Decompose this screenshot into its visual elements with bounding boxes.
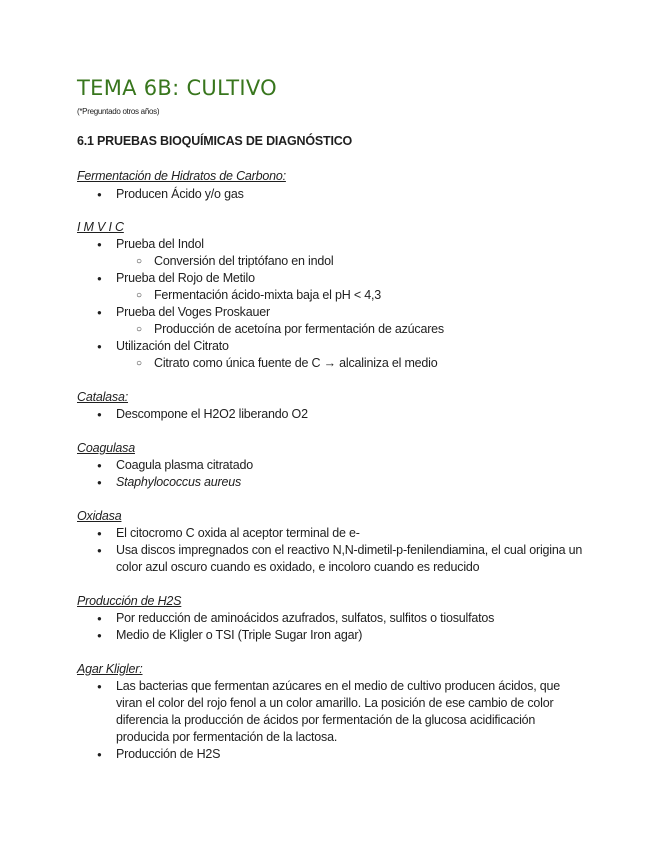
heading-h2s: Producción de H2S <box>77 594 182 608</box>
bullet-item: ● Prueba del Voges Proskauer <box>116 304 270 321</box>
sub-bullet-item: ○ Conversión del triptófano en indol <box>154 253 333 270</box>
bullet-item: ● Descompone el H2O2 liberando O2 <box>116 406 308 423</box>
page-title: TEMA 6B: CULTIVO <box>77 76 277 100</box>
bullet-item: ● Staphylococcus aureus <box>116 474 241 491</box>
bullet-item: ● Utilización del Citrato <box>116 338 229 355</box>
bullet-item: ● Prueba del Rojo de Metilo <box>116 270 255 287</box>
bullet-item: ● Producción de H2S <box>116 746 220 763</box>
heading-catalasa: Catalasa: <box>77 390 129 404</box>
bullet-item: ● Coagula plasma citratado <box>116 457 253 474</box>
bullet-item: ● Las bacterias que fermentan azúcares en el medio de cultivo producen ácidos, que viran el color del rojo fenol a un color amarillo. La posición de ese cambio de color diferencia la producción de ácidos por fermentación de la glucosa acidificación producida por fermentación de la lactosa. <box>116 678 586 746</box>
sub-bullet-item: ○ Producción de acetoína por fermentación de azúcares <box>154 321 444 338</box>
bullet-item: ● Usa discos impregnados con el reactivo N,N-dimetil-p-fenilendiamina, el cual origina un color azul oscuro cuando es oxidado, e incoloro cuando es reducido <box>116 542 586 576</box>
sub-bullet-item: ○ Citrato como única fuente de C → alcaliniza el medio <box>154 355 438 372</box>
heading-oxidasa: Oxidasa <box>77 509 122 523</box>
heading-imvic: I M V I C <box>77 220 124 234</box>
bullet-item: ● Medio de Kligler o TSI (Triple Sugar Iron agar) <box>116 627 362 644</box>
heading-kligler: Agar Kligler: <box>77 662 143 676</box>
note-text: (*Preguntado otros años) <box>77 107 160 116</box>
section-heading: 6.1 PRUEBAS BIOQUÍMICAS DE DIAGNÓSTICO <box>77 134 353 148</box>
bullet-item: ● Prueba del Indol <box>116 236 204 253</box>
heading-coagulasa: Coagulasa <box>77 441 135 455</box>
bullet-item: ● Producen Ácido y/o gas <box>116 186 244 203</box>
bullet-item: ● Por reducción de aminoácidos azufrados, sulfatos, sulfitos o tiosulfatos <box>116 610 494 627</box>
bullet-item: ● El citocromo C oxida al aceptor terminal de e- <box>116 525 360 542</box>
heading-fermentacion: Fermentación de Hidratos de Carbono: <box>77 169 286 183</box>
sub-bullet-item: ○ Fermentación ácido-mixta baja el pH < 4,3 <box>154 287 381 304</box>
